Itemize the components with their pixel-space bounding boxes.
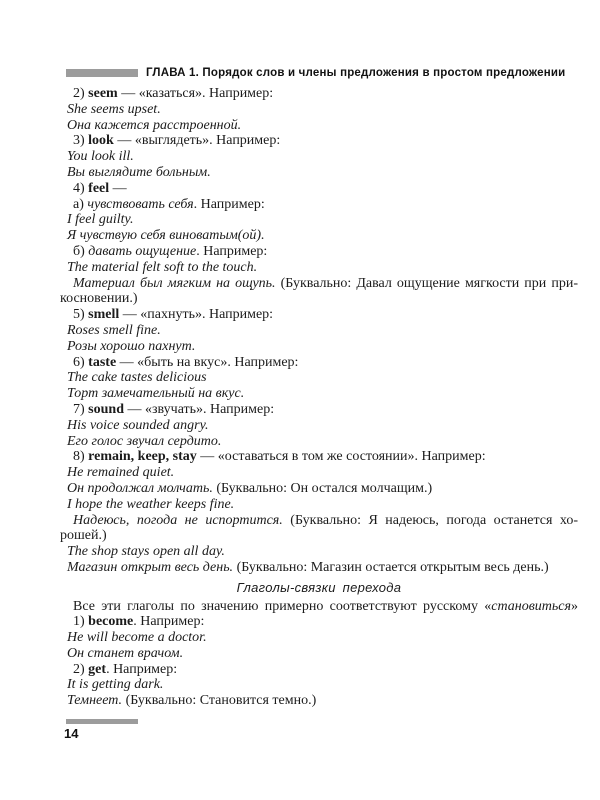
text-segment: — «выглядеть». Например: [113,133,281,149]
text-line [60,165,578,181]
text-segment: He remained quiet. [67,465,175,481]
chapter-header [0,66,578,82]
text-segment: Она кажется расстроенной. [67,117,242,133]
text-line [60,662,578,678]
text-line [60,260,578,276]
text-line [60,323,578,339]
text-segment: I hope the weather keeps fine. [67,496,235,512]
text-segment: 7) [73,401,89,417]
text-segment: — [109,180,127,196]
text-segment: The shop stays open all day. [67,544,225,560]
text-segment: get [88,661,107,677]
text-segment: You look ill. [67,149,134,165]
text-segment: косновении.) [60,291,138,307]
text-segment: (Буквально: Я надеюсь, погода останется хо- [282,512,578,528]
text-segment: Он продолжал молчать. [67,480,213,496]
text-segment: sound [88,401,124,417]
text-segment: Материал был мягким на ощупь. [73,275,276,291]
text-line [60,465,578,481]
text-line [60,228,578,244]
text-segment: » [571,598,578,614]
text-line [60,402,578,418]
text-segment: . Например: [196,243,268,259]
text-segment: 1) [73,614,89,630]
body-text [60,86,578,709]
text-line [60,102,578,118]
text-segment: — «оставаться в том же состоянии». Например: [196,449,486,465]
text-segment: Торт замечательный на вкус. [67,386,245,402]
text-line [60,434,578,450]
text-line [60,544,578,560]
text-segment: smell [88,307,120,323]
text-segment: feel [88,180,110,196]
text-segment: He will become a doctor. [67,630,207,646]
text-line [60,276,578,292]
text-line [60,599,578,615]
text-segment: Розы хорошо пахнут. [67,338,196,354]
text-segment: — «казаться». Например: [117,86,274,101]
text-line [60,560,578,576]
text-line [60,693,578,709]
text-segment: . Например: [193,196,265,212]
text-segment: remain, keep, stay [88,449,197,465]
text-segment: Темнеет. [67,693,123,709]
text-segment: His voice sounded angry. [67,417,209,433]
text-segment: (Буквально: Давал ощущение мягкости при при- [275,275,579,291]
text-line [60,133,578,149]
footer-rule-bar [66,719,138,724]
text-segment: давать ощущение [88,243,197,259]
text-segment: (Буквально: Магазин остается открытым весь день.) [233,559,549,575]
text-segment: I feel guilty. [67,212,134,228]
text-line [60,244,578,260]
text-line [60,118,578,134]
text-segment: 6) [73,354,89,370]
text-segment: Roses smell fine. [67,322,161,338]
text-line [60,614,578,630]
text-segment: 4) [73,180,89,196]
text-segment: (Буквально: Он остался молчащим.) [212,480,433,496]
text-line [60,355,578,371]
text-segment: рошей.) [60,528,107,544]
text-line [60,630,578,646]
text-segment: She seems upset. [67,101,161,117]
text-segment: Магазин открыт весь день. [67,559,234,575]
text-segment: The cake tastes delicious [67,370,207,386]
text-segment: . Например: [106,661,178,677]
chapter-header-title: ГЛАВА 1. Порядок слов и члены предложения в простом предложении [146,67,566,79]
text-line [60,481,578,497]
text-segment: — «пахнуть». Например: [119,307,274,323]
text-segment: . Например: [133,614,205,630]
section-heading: Глаголы-связки перехода [236,579,402,595]
text-line [60,528,578,544]
text-segment: become [88,614,134,630]
text-segment: 3) [73,133,89,149]
text-line [60,418,578,434]
text-segment: 2) [73,661,89,677]
text-segment: а) [73,196,88,212]
text-line [60,386,578,402]
text-line [60,497,578,513]
header-rule-bar [66,69,138,77]
text-line [60,212,578,228]
text-segment: Вы выглядите больным. [67,164,211,180]
text-segment: Все эти глаголы по значению примерно соответствуют русскому « [73,598,492,614]
text-segment: 5) [73,307,89,323]
text-line [60,149,578,165]
text-segment: 2) [73,86,89,101]
text-segment: Надеюсь, погода не испортится. [73,512,283,528]
text-line [60,197,578,213]
text-segment: Я чувствую себя виноватым(ой). [67,228,265,244]
text-line [60,307,578,323]
text-segment: 8) [73,449,89,465]
text-line [60,449,578,465]
text-segment: Он станет врачом. [67,645,184,661]
text-line [60,370,578,386]
text-segment: taste [88,354,117,370]
text-line [60,339,578,355]
text-segment: становиться [491,598,571,614]
text-segment: б) [73,243,89,259]
text-line [60,291,578,307]
text-line [60,86,578,102]
text-segment: — «звучать». Например: [123,401,275,417]
text-segment: It is getting dark. [67,677,164,693]
text-segment: The material felt soft to the touch. [67,259,258,275]
text-line [60,181,578,197]
text-segment: seem [88,86,118,101]
text-line [60,513,578,529]
text-line [60,677,578,693]
text-segment: — «быть на вкус». Например: [116,354,299,370]
text-segment: Его голос звучал сердито. [67,433,222,449]
text-segment: чувствовать себя [87,196,194,212]
text-line [60,646,578,662]
text-segment: (Буквально: Становится темно.) [122,693,317,709]
page-number: 14 [64,726,79,741]
text-segment: look [88,133,114,149]
